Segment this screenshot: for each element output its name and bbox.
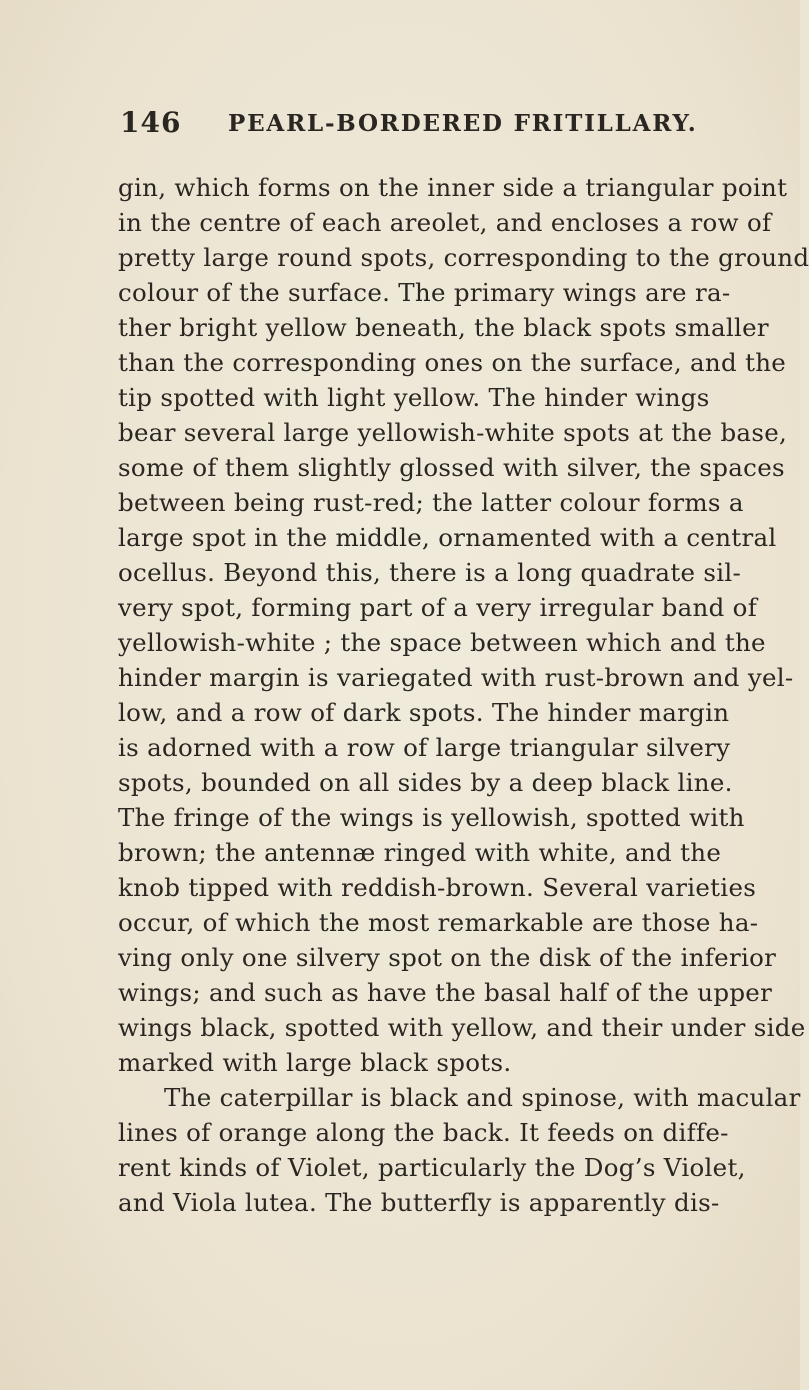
text-line: is adorned with a row of large triangular silvery: [118, 733, 731, 762]
text-line-paragraph-start: The caterpillar is black and spinose, with macular: [164, 1083, 801, 1112]
body-text: [118, 170, 809, 1220]
text-line: lines of orange along the back. It feeds on diffe-: [118, 1118, 729, 1147]
text-line: and Viola lutea. The butterfly is apparently dis-: [118, 1188, 720, 1217]
running-head: PEARL-BORDERED FRITILLARY.: [228, 110, 698, 137]
text-line: between being rust-red; the latter colour forms a: [118, 488, 744, 517]
text-line: hinder margin is variegated with rust-brown and yel-: [118, 663, 794, 692]
text-line: gin, which forms on the inner side a triangular point: [118, 173, 788, 202]
text-line: low, and a row of dark spots. The hinder margin: [118, 698, 730, 727]
text-line: tip spotted with light yellow. The hinder wings: [118, 383, 710, 412]
text-line: occur, of which the most remarkable are those ha-: [118, 908, 759, 937]
text-line: wings black, spotted with yellow, and their under side: [118, 1013, 806, 1042]
text-line: colour of the surface. The primary wings are ra-: [118, 278, 731, 307]
page-number: 146: [120, 106, 182, 139]
text-line: ving only one silvery spot on the disk of the inferior: [118, 943, 777, 972]
text-line: very spot, forming part of a very irregular band of: [118, 593, 758, 622]
text-line: ocellus. Beyond this, there is a long quadrate sil-: [118, 558, 742, 587]
text-line: ther bright yellow beneath, the black spots smaller: [118, 313, 769, 342]
text-line: wings; and such as have the basal half of the upper: [118, 978, 773, 1007]
text-line: knob tipped with reddish-brown. Several varieties: [118, 873, 757, 902]
text-line-paragraph-end: marked with large black spots.: [118, 1048, 512, 1077]
text-line: The fringe of the wings is yellowish, spotted with: [118, 803, 745, 832]
text-line: in the centre of each areolet, and encloses a row of: [118, 208, 772, 237]
text-line: rent kinds of Violet, particularly the Dog’s Violet,: [118, 1153, 746, 1182]
text-line: some of them slightly glossed with silver, the spaces: [118, 453, 785, 482]
page-header: [120, 106, 720, 140]
text-line: large spot in the middle, ornamented with a central: [118, 523, 777, 552]
text-line: spots, bounded on all sides by a deep black line.: [118, 768, 733, 797]
text-line: than the corresponding ones on the surface, and the: [118, 348, 787, 377]
text-line: pretty large round spots, corresponding to the ground: [118, 243, 809, 272]
text-line: brown; the antennæ ringed with white, and the: [118, 838, 722, 867]
text-line: yellowish-white ; the space between which and the: [118, 628, 766, 657]
text-line: bear several large yellowish-white spots at the base,: [118, 418, 788, 447]
